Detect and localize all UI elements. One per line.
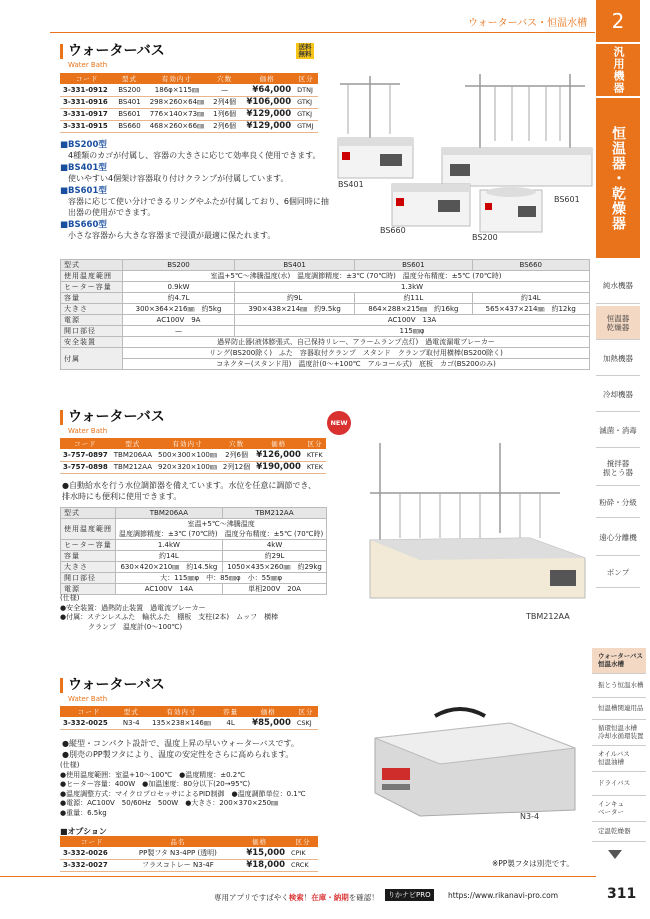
spec-label: 使用温度範囲	[61, 519, 116, 540]
section-title: 恒温器・乾燥器	[596, 98, 640, 258]
new-badge: NEW	[327, 411, 351, 435]
table-cell: 186φ×115㎜	[145, 84, 209, 96]
spec-value: 単相200V 20A	[222, 584, 327, 595]
table-cell: BS200	[114, 84, 144, 96]
spec-value: 1.3kW	[235, 282, 590, 293]
spec-row	[61, 359, 590, 370]
section1-subtitle: Water Bath	[68, 61, 108, 69]
table-cell: 4L	[219, 717, 243, 729]
table-cell: GTKJ	[294, 96, 318, 108]
note-line: ●温度調整方式：マイクロプロセッサによるPID制御 ●温度調節単位：0.1℃	[60, 789, 306, 798]
table-cell: BS601	[114, 108, 144, 120]
section2-feature: ●自動給水を行う水位調節器を備えています。水位を任意に調節でき、排水時にも便利に使用できます。	[62, 481, 317, 501]
top-rule	[50, 32, 595, 33]
sidebar-subitem-1[interactable]: 振とう恒温水槽	[592, 674, 646, 698]
note-line: ●縦型・コンパクト設計で、温度上昇の早いウォーターバスです。	[62, 739, 299, 748]
note-line: ●ヒーター容量：400W ●加温速度：80分以下(20→95℃)	[60, 780, 251, 788]
table-cell: 500×300×100㎜	[155, 449, 220, 461]
table-cell: 3-332-0026	[60, 847, 125, 859]
table-header: 価格	[253, 438, 304, 449]
table-row	[60, 461, 326, 473]
spec-label: 開口部径	[61, 326, 123, 337]
table-header: 容量	[219, 706, 243, 717]
table-header: 区分	[294, 706, 318, 717]
table-cell: GTKJ	[294, 108, 318, 120]
section2-title: ウォーターバス	[60, 410, 165, 425]
table-cell: 468×260×66㎜	[145, 120, 209, 132]
spec-value: 約14L	[116, 551, 223, 562]
table-header: 穴数	[220, 438, 253, 449]
footer-stock: 在庫・納期	[311, 893, 349, 902]
spec-label: 電源	[61, 315, 123, 326]
table-header: コード	[60, 438, 111, 449]
spec-header-cell: BS200	[123, 260, 235, 271]
bs601-unit-image	[442, 74, 592, 186]
sidebar-subitem-3[interactable]: 循環恒温水槽 冷却水循環装置	[592, 720, 646, 746]
footer-url[interactable]: https://www.rikanavi-pro.com	[448, 891, 559, 900]
spec-value: 565×437×214㎜ 約12kg	[472, 304, 589, 315]
table-cell: 2列6個	[220, 449, 253, 461]
spec-value: 約11L	[355, 293, 472, 304]
spec-label: 付属	[61, 348, 123, 370]
table-cell: ¥106,000	[240, 96, 294, 108]
down-arrow-icon[interactable]	[608, 850, 622, 859]
sidebar-subitem-2[interactable]: 恒温槽関連用品	[592, 698, 646, 720]
table-cell: 776×140×73㎜	[145, 108, 209, 120]
table-cell: DTNJ	[294, 84, 318, 96]
sidebar-subitem-0[interactable]: ウォーターバス 恒温水槽	[592, 648, 646, 674]
section3-notes	[60, 761, 360, 818]
table-cell: KTFK	[304, 449, 326, 461]
note-line: クランプ 温度計(0～100℃)	[60, 622, 183, 631]
table-row	[60, 108, 318, 120]
table-cell: 3-331-0912	[60, 84, 114, 96]
spec-label: 大きさ	[61, 562, 116, 573]
note-line: ●別売のPP製フタにより、温度の安定性をさらに高められます。	[62, 750, 294, 759]
spec-value: 過昇防止器(液体膨張式、自己保持リレー、アラームランプ点灯) 過電流漏電ブレーカー	[123, 337, 590, 348]
spec-value: —	[123, 326, 235, 337]
spec-row	[61, 282, 590, 293]
section2-subtitle: Water Bath	[68, 427, 108, 435]
note-line: (仕様)	[60, 761, 80, 769]
table-cell: ¥15,000	[231, 847, 288, 859]
table-cell: CRCK	[288, 859, 318, 871]
table-header: 穴数	[209, 73, 240, 84]
spec-row	[61, 573, 327, 584]
table-cell: ¥64,000	[240, 84, 294, 96]
table-cell: ¥18,000	[231, 859, 288, 871]
feature-text: 小さな容器から大きな容器まで浸漬が最適に保たれます。	[68, 231, 276, 240]
spec-value: 約9L	[235, 293, 355, 304]
table-row	[60, 859, 318, 871]
table-header: 価格	[231, 836, 288, 847]
section1-features	[60, 138, 330, 241]
table-header: 区分	[304, 438, 326, 449]
spec-header-cell: 型式	[61, 260, 123, 271]
note-line: (仕様)	[60, 594, 80, 602]
table-cell: CSKJ	[294, 717, 318, 729]
section3-subtitle: Water Bath	[68, 695, 108, 703]
table-cell: 2列12個	[220, 461, 253, 473]
spec-header-row	[61, 260, 590, 271]
table-cell: 2列6個	[209, 120, 240, 132]
section2-spec-table	[60, 507, 327, 595]
table-header: 有効内寸	[144, 706, 218, 717]
feature-heading: ■BS601型	[60, 186, 107, 196]
note-line: ●安全装置：過熱防止装置 過電流ブレーカー	[60, 603, 206, 612]
spec-row	[61, 271, 590, 282]
spec-header-cell: TBM212AA	[222, 508, 327, 519]
option-table	[60, 836, 318, 872]
label-bs660: BS660	[380, 226, 406, 235]
table-cell: CPIK	[288, 847, 318, 859]
spec-header-row	[61, 508, 327, 519]
spec-value: コネクター(スタンド用) 温度計(0～+100℃ アルコール式) 底板 カゴ(BS200のみ)	[123, 359, 590, 370]
spec-value: 4kW	[222, 540, 327, 551]
section3-product-image	[360, 698, 590, 818]
spec-value: リング(BS200除く) ふた 容器取付クランプ スタンド クランプ取付用横棒(BS200除く)	[123, 348, 590, 359]
spec-row	[61, 540, 327, 551]
table-header: 区分	[288, 836, 318, 847]
table-row	[60, 847, 318, 859]
table-cell: ¥129,000	[240, 108, 294, 120]
spec-header-cell: BS660	[472, 260, 589, 271]
temp-range-2: 温度調節精度：±3℃ (70℃時) 温度分布精度：±5℃ (70℃時)	[119, 530, 324, 538]
spec-row	[61, 337, 590, 348]
option-title: ■オプション	[60, 827, 107, 836]
footer-search: 検索	[288, 893, 304, 902]
table-header: コード	[60, 73, 114, 84]
section2-notes	[60, 594, 330, 632]
table-cell: GTMJ	[294, 120, 318, 132]
sidebar-item-2[interactable]: 加熱機器	[596, 342, 640, 376]
spec-row	[61, 551, 327, 562]
spec-label: 大きさ	[61, 304, 123, 315]
section2-product-image	[360, 438, 592, 608]
free-shipping-badge: 送料 無料	[296, 43, 314, 59]
spec-value: 630×420×210㎜ 約14.5kg	[116, 562, 223, 573]
spec-value: 1.4kW	[116, 540, 223, 551]
footer-brand[interactable]: りかナビPRO	[385, 889, 434, 901]
section3-features	[62, 738, 352, 760]
spec-row	[61, 293, 590, 304]
table-cell: TBM212AA	[111, 461, 155, 473]
table-cell: 3-331-0915	[60, 120, 114, 132]
table-cell: BS660	[114, 120, 144, 132]
feature-heading: ■BS401型	[60, 163, 107, 173]
footer-app-text: 専用アプリですばやく	[214, 893, 289, 902]
spec-row	[61, 304, 590, 315]
table-header: 区分	[294, 73, 318, 84]
spec-value: 1050×435×260㎜ 約29kg	[222, 562, 327, 573]
table-cell: 3-332-0027	[60, 859, 125, 871]
label-bs401: BS401	[338, 180, 364, 189]
table-header: 型式	[118, 706, 144, 717]
feature-heading: ■BS200型	[60, 140, 107, 150]
spec-row	[61, 562, 327, 573]
spec-label: 容量	[61, 293, 123, 304]
note-line: ●使用温度範囲：室温+10～100℃ ●温度精度：±0.2℃	[60, 770, 246, 779]
table-cell: N3-4	[118, 717, 144, 729]
sidebar-item-3[interactable]: 冷却機器	[596, 378, 640, 412]
sidebar-subitem-5[interactable]: ドライバス	[592, 772, 646, 796]
table-cell: BS401	[114, 96, 144, 108]
table-cell: 298×260×64㎜	[145, 96, 209, 108]
table-header: 品名	[125, 836, 232, 847]
spec-value: 115㎜φ	[235, 326, 590, 337]
section3-price-table	[60, 706, 318, 730]
table-cell: ¥129,000	[240, 120, 294, 132]
spec-value: AC100V 14A	[116, 584, 223, 595]
sidebar-item-1[interactable]: 恒温器 乾燥器	[596, 306, 640, 340]
sidebar-item-6[interactable]: 粉砕・分級	[596, 488, 640, 518]
spec-label: 使用温度範囲	[61, 271, 123, 282]
table-cell: ¥190,000	[253, 461, 304, 473]
spec-value: 約29L	[222, 551, 327, 562]
label-bs601: BS601	[554, 195, 580, 204]
page-number: 311	[607, 886, 637, 902]
spec-row	[61, 326, 590, 337]
spec-label: ヒーター容量	[61, 282, 123, 293]
spec-value	[116, 519, 327, 540]
footer-promo: 専用アプリですばやく検索！在庫・納期を確認！	[214, 893, 379, 902]
spec-label: 安全装置	[61, 337, 123, 348]
table-cell: 3-331-0916	[60, 96, 114, 108]
spec-value: AC100V 9A	[123, 315, 235, 326]
footer-confirm: を確認！	[348, 893, 379, 902]
spec-header-cell: BS401	[235, 260, 355, 271]
sidebar-item-8[interactable]: ポンプ	[596, 558, 640, 588]
table-cell: 3-757-0898	[60, 461, 111, 473]
spec-header-cell: TBM206AA	[116, 508, 223, 519]
label-bs200: BS200	[472, 233, 498, 242]
section2-price-table	[60, 438, 326, 474]
label-tbm212aa: TBM212AA	[526, 612, 570, 621]
spec-value: 300×364×216㎜ 約5kg	[123, 304, 235, 315]
section1-product-image	[330, 66, 595, 248]
table-row	[60, 120, 318, 132]
spec-header-cell: BS601	[355, 260, 472, 271]
table-header: 価格	[243, 706, 294, 717]
chapter-title: 汎用機器	[596, 44, 640, 96]
spec-value: 0.9kW	[123, 282, 235, 293]
spec-label: 電源	[61, 584, 116, 595]
table-row	[60, 84, 318, 96]
label-n3-4: N3-4	[520, 812, 540, 821]
sidebar	[596, 0, 650, 919]
spec-value: 約4.7L	[123, 293, 235, 304]
section1-title: ウォーターバス	[60, 44, 165, 59]
table-cell: 135×238×146㎜	[144, 717, 218, 729]
table-cell: ¥85,000	[243, 717, 294, 729]
table-header: 型式	[111, 438, 155, 449]
feature-text: 4種類のカゴが付属し、容器の大きさに応じて効率良く使用できます。	[68, 151, 321, 160]
spec-value: AC100V 13A	[235, 315, 590, 326]
sidebar-item-7[interactable]: 遠心分離機	[596, 520, 640, 556]
spec-row	[61, 348, 590, 359]
table-header: コード	[60, 836, 125, 847]
sidebar-subitem-4[interactable]: オイルバス 恒温油槽	[592, 746, 646, 772]
table-header: コード	[60, 706, 118, 717]
spec-label: 容量	[61, 551, 116, 562]
bs200-unit-image	[480, 187, 542, 232]
table-cell: フラスコトレー N3-4F	[125, 859, 232, 871]
table-cell: 920×320×100㎜	[155, 461, 220, 473]
footer-rule	[0, 876, 596, 877]
table-cell: 3-332-0025	[60, 717, 118, 729]
bs401-unit-image	[338, 76, 413, 178]
note-line: ●重量：6.5kg	[60, 808, 107, 817]
spec-row	[61, 315, 590, 326]
section1-spec-table	[60, 259, 590, 370]
table-cell: ¥126,000	[253, 449, 304, 461]
sidebar-item-4[interactable]: 滅菌・消毒	[596, 414, 640, 448]
table-cell: TBM206AA	[111, 449, 155, 461]
sidebar-subitem-7[interactable]: 定温乾燥器	[592, 822, 646, 842]
spec-row	[61, 584, 327, 595]
table-row	[60, 96, 318, 108]
spec-value: 大：115㎜φ 中：85㎜φ 小：55㎜φ	[116, 573, 327, 584]
note-line: ●電源：AC100V 50/60Hz 500W ●大きさ：200×370×250㎜	[60, 799, 279, 807]
table-header: 有効内寸	[155, 438, 220, 449]
image-note: ※PP製フタは別売です。	[492, 859, 574, 868]
table-cell: 2列4個	[209, 96, 240, 108]
section3-title: ウォーターバス	[60, 678, 165, 693]
section1-price-table	[60, 73, 318, 133]
table-row	[60, 717, 318, 729]
table-header: 型式	[114, 73, 144, 84]
chapter-number: 2	[596, 0, 640, 42]
table-cell: KTEK	[304, 461, 326, 473]
spec-value: 室温+5℃～沸騰温度(水) 温度調節精度：±3℃ (70℃時) 温度分布精度：±5℃ (70℃時)	[123, 271, 590, 282]
spec-value: 864×288×215㎜ 約16kg	[355, 304, 472, 315]
table-header: 有効内寸	[145, 73, 209, 84]
table-cell: 1列6個	[209, 108, 240, 120]
table-cell: 3-331-0917	[60, 108, 114, 120]
table-cell: PP製フタ N3-4PP (透明)	[125, 847, 232, 859]
table-header: 価格	[240, 73, 294, 84]
bs660-unit-image	[392, 184, 470, 226]
spec-row	[61, 519, 327, 540]
table-cell: 3-757-0897	[60, 449, 111, 461]
feature-text: 容器に応じて使い分けできるリングやふたが付属しており、6個同時に抽出器の使用ができます。	[68, 197, 329, 217]
top-category: ウォーターバス・恒温水槽	[468, 18, 588, 29]
spec-label: ヒーター容量	[61, 540, 116, 551]
spec-value: 390×438×214㎜ 約9.5kg	[235, 304, 355, 315]
temp-range-1: 室温+5℃～沸騰温度	[187, 520, 255, 528]
sidebar-item-5[interactable]: 撹拌器 振とう器	[596, 450, 640, 486]
spec-value: 約14L	[472, 293, 589, 304]
feature-heading: ■BS660型	[60, 220, 107, 230]
spec-header-cell: 型式	[61, 508, 116, 519]
sidebar-subitem-6[interactable]: インキュ ベーター	[592, 796, 646, 822]
table-row	[60, 449, 326, 461]
sidebar-item-0[interactable]: 純水機器	[596, 268, 640, 304]
feature-text: 使いやすい4個架け容器取り付けクランプが付属しています。	[68, 174, 289, 183]
note-line: ●付属：ステンレスふた 輪状ふた 棚板 支柱(2本) ムッフ 横棒	[60, 613, 279, 621]
table-cell: —	[209, 84, 240, 96]
spec-label: 開口部径	[61, 573, 116, 584]
